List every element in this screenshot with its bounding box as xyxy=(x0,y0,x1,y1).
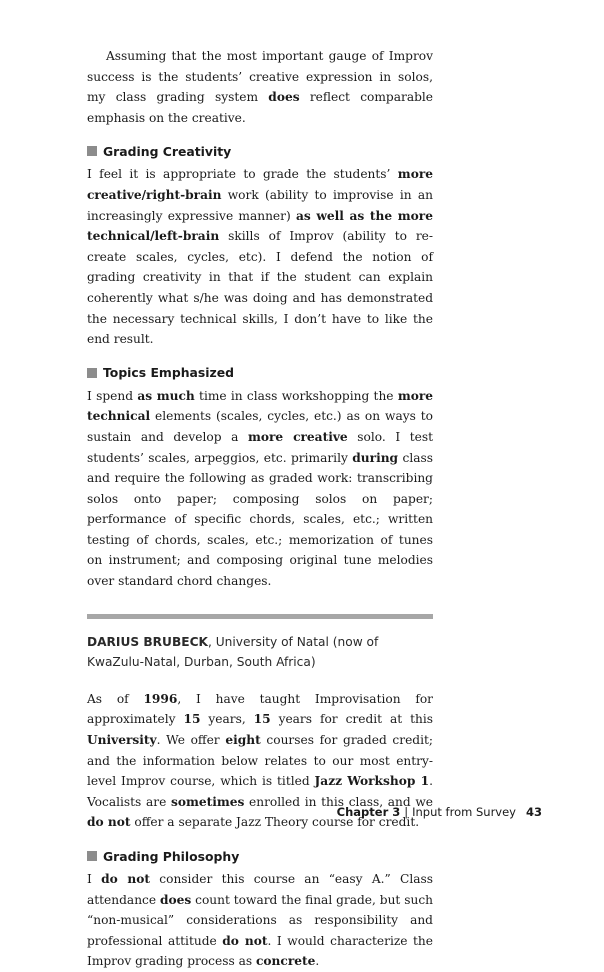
respondent-name: DARIUS BRUBECK xyxy=(87,634,208,649)
section-heading-grading-creativity xyxy=(87,140,433,162)
paragraph-background: As of 1996, I have taught Improvisation for approximately 15 years, 15 years for credit at this University. We offer eight courses for graded credit; and the information below relates to our most entry-level Improv course, which is titled Jazz Workshop 1. Vocalists are sometimes enrolled in this class, and we do not offer a separate Jazz Theory course for credit. xyxy=(87,691,434,830)
respondent-attribution xyxy=(87,632,433,673)
respondent-affiliation: , University of Natal (now of KwaZulu-Natal, Durban, South Africa) xyxy=(87,634,379,670)
heading-text: Grading Philosophy xyxy=(103,848,240,864)
section-divider xyxy=(87,614,433,619)
page-footer xyxy=(337,805,542,819)
heading-text: Topics Emphasized xyxy=(103,365,235,381)
paragraph-topics: I spend as much time in class workshopping the more technical elements (scales, cycles, etc.) as on ways to sustain and develop a more creative solo. I test students’ scales, arpeggios, etc. primarily during class and require the following as graded work: transcribing solos onto paper; composing solos on paper; performance of specific chords, scales, etc.; written testing of chords, scales, etc.; memorization of tunes on instrument; and composing original tune melodies over standard chord changes. xyxy=(87,388,434,589)
footer-chapter: Chapter 3 xyxy=(336,805,401,819)
page-number: 43 xyxy=(525,805,542,819)
section-heading-topics xyxy=(87,362,433,384)
footer-separator: | xyxy=(404,805,409,819)
footer-title: Input from Survey xyxy=(412,805,516,819)
square-bullet-icon xyxy=(87,368,97,378)
square-bullet-icon xyxy=(87,146,97,156)
page-content xyxy=(87,46,433,972)
paragraph-grading-creativity: I feel it is appropriate to grade the students’ more creative/right-brain work (ability to improvise in an increasingly expressive manner) as well as the more technical/left-brain skills of Improv (ability to re-create scales, cycles, etc). I defend the notion of grading creativity in that if the student can explain coherently what s/he was doing and has demonstrated the necessary technical skills, I don’t have to like the end result. xyxy=(87,167,433,347)
paragraph-philosophy: I do not consider this course an “easy A.” Class attendance does count toward the final grade, but such “non-musical” considerations as responsibility and professional attitude do not. I would characterize the Improv grading process as concrete. xyxy=(87,872,433,969)
paragraph-intro: Assuming that the most important gauge of Improv success is the students’ creative expression in solos, my class grading system does reflect comparable emphasis on the creative. xyxy=(87,49,433,125)
heading-text: Grading Creativity xyxy=(103,143,232,159)
square-bullet-icon xyxy=(87,851,97,861)
